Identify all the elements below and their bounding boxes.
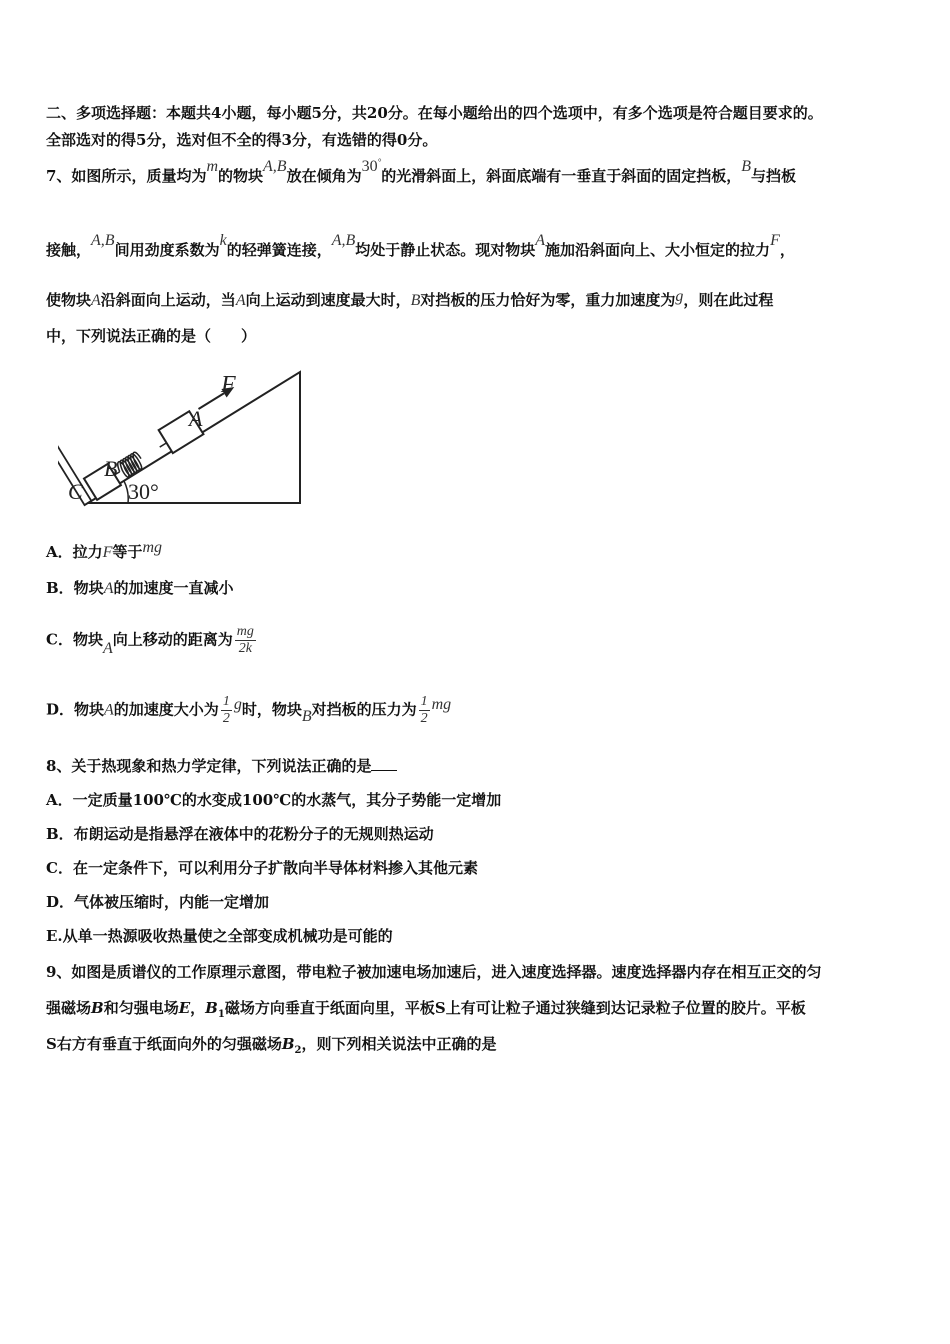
math-mg: mg — [142, 539, 162, 556]
q8-option-b[interactable]: B．布朗运动是指悬浮在液体中的花粉分子的无规则热运动 — [46, 825, 434, 843]
option-text: B．物块 — [46, 579, 104, 597]
math-a: A — [235, 292, 246, 309]
q7-text: 的物块 — [218, 167, 264, 185]
figure-label-b: B — [104, 456, 118, 481]
subscript-2: 2 — [294, 1045, 302, 1056]
q7-stem-line-2 — [46, 232, 795, 261]
option-text: 对挡板的压力为 — [311, 700, 417, 719]
math-s: S — [434, 999, 446, 1017]
math-f: F — [102, 544, 113, 561]
incline-figure — [58, 362, 308, 508]
option-text: C．物块 — [46, 630, 103, 649]
option-text: 的加速度一直减小 — [113, 579, 234, 597]
math-b: B — [741, 158, 751, 175]
q9-text: 强磁场 — [46, 999, 92, 1017]
q7-text: 沿斜面向上运动，当 — [100, 291, 236, 309]
q7-text: 施加沿斜面向上、大小恒定的拉力 — [545, 241, 771, 259]
q7-text: 间用劲度系数为 — [114, 241, 220, 259]
q9-stem-line-2 — [46, 998, 806, 1025]
math-s: S — [46, 1035, 57, 1053]
option-text: D．物块 — [46, 700, 105, 719]
math-b: B — [91, 999, 104, 1017]
q7-stem-line-3 — [46, 290, 773, 311]
math-ab: A,B — [331, 232, 356, 249]
fraction-numerator: 1 — [420, 694, 428, 709]
math-f: F — [770, 232, 780, 249]
math-b1: B — [205, 999, 218, 1017]
option-text: 等于 — [112, 543, 143, 561]
q9-text: 上有可让粒子通过狭缝到达记录粒子位置的胶片。平板 — [445, 999, 806, 1017]
math-a: A — [104, 701, 114, 719]
q9-text: ，则下列相关说法中正确的是 — [301, 1035, 497, 1053]
math-a: A — [103, 580, 114, 597]
q7-option-a[interactable] — [46, 539, 162, 563]
q7-text: 的光滑斜面上，斜面底端有一垂直于斜面的固定挡板， — [381, 167, 742, 185]
math-ab: A,B — [263, 158, 287, 175]
q7-text: 接触， — [46, 241, 92, 259]
option-text: 时，物块 — [241, 700, 302, 719]
math-g: g — [675, 288, 684, 305]
q7-text: 7、如图所示，质量均为 — [46, 167, 207, 185]
q9-stem-line-1: 9、如图是质谱仪的工作原理示意图，带电粒子被加速电场加速后，进入速度选择器。速度选择器内存在相互正交的匀 — [46, 963, 822, 981]
figure-label-angle: 30° — [128, 479, 159, 504]
math-g: g — [233, 695, 242, 713]
q7-text: 对挡板的压力恰好为零，重力加速度为 — [420, 291, 676, 309]
fraction-numerator: 1 — [222, 694, 230, 709]
q7-option-b[interactable] — [46, 578, 233, 599]
subscript-1: 1 — [217, 1009, 225, 1020]
q7-stem-line-1 — [46, 157, 797, 188]
q8-stem-text: 8、关于热现象和热力学定律，下列说法正确的是 — [46, 757, 372, 775]
option-text: 的加速度大小为 — [113, 700, 219, 719]
q7-option-d[interactable] — [46, 694, 451, 727]
math-ab: A,B — [91, 232, 115, 249]
option-text: A．拉力 — [46, 543, 103, 561]
fraction-numerator: mg — [236, 624, 254, 639]
math-b: B — [301, 707, 312, 725]
fraction-one-half — [221, 694, 232, 727]
figure-label-a: A — [189, 406, 203, 431]
q9-stem-line-3 — [46, 1034, 497, 1061]
q9-text: 右方有垂直于纸面向外的匀强磁场 — [56, 1035, 282, 1053]
section-header-line-2: 全部选对的得5分，选对但不全的得3分，有选错的得0分。 — [46, 131, 438, 149]
math-angle: 30 — [361, 158, 378, 175]
q7-option-c[interactable] — [46, 624, 258, 657]
math-b2: B — [281, 1035, 295, 1053]
math-a: A — [535, 232, 546, 249]
math-degree: ° — [377, 157, 382, 167]
q8-option-c[interactable]: C．在一定条件下，可以利用分子扩散向半导体材料掺入其他元素 — [46, 859, 478, 877]
q8-stem — [46, 756, 397, 776]
q9-text: 和匀强电场 — [103, 999, 179, 1017]
q7-text: 使物块 — [46, 291, 92, 309]
q7-text: 放在倾角为 — [286, 167, 362, 185]
math-a: A — [91, 292, 101, 309]
math-a: A — [102, 639, 113, 657]
q7-text: 的轻弹簧连接， — [226, 241, 332, 259]
q7-text: 均处于静止状态。现对物块 — [355, 241, 536, 259]
q7-text: ， — [779, 241, 795, 259]
q7-text: 向上运动到速度最大时， — [245, 291, 411, 309]
fraction-denominator: 2 — [420, 711, 428, 726]
q7-text: ，则在此过程 — [683, 291, 774, 309]
math-mg: mg — [431, 695, 452, 713]
fraction-denominator: 2k — [238, 641, 252, 656]
fraction-mg-over-2k — [235, 624, 256, 657]
q8-option-d[interactable]: D．气体被压缩时，内能一定增加 — [46, 893, 270, 911]
q9-text: ， — [190, 999, 206, 1017]
section-header-line-1: 二、多项选择题：本题共4小题，每小题5分，共20分。在每小题给出的四个选项中，有多个选项是符合题目要求的。 — [46, 104, 823, 122]
math-e: E — [178, 999, 191, 1017]
fraction-one-half — [419, 694, 430, 727]
figure-label-f: F — [221, 372, 236, 398]
q8-option-a[interactable]: A．一定质量100℃的水变成100℃的水蒸气，其分子势能一定增加 — [46, 791, 502, 809]
math-b: B — [410, 292, 421, 309]
math-k: k — [219, 232, 227, 249]
q7-text: 与挡板 — [751, 167, 797, 185]
answer-blank[interactable] — [371, 756, 397, 771]
q8-option-e[interactable]: E.从单一热源吸收热量使之全部变成机械功是可能的 — [46, 927, 393, 945]
option-text: 向上移动的距离为 — [112, 630, 233, 649]
fraction-denominator: 2 — [222, 711, 230, 726]
q7-stem-line-4: 中，下列说法正确的是（ ） — [46, 327, 257, 345]
q9-text: 磁场方向垂直于纸面向里，平板 — [224, 999, 435, 1017]
math-m: m — [206, 158, 219, 175]
figure-label-c: C — [68, 479, 83, 504]
